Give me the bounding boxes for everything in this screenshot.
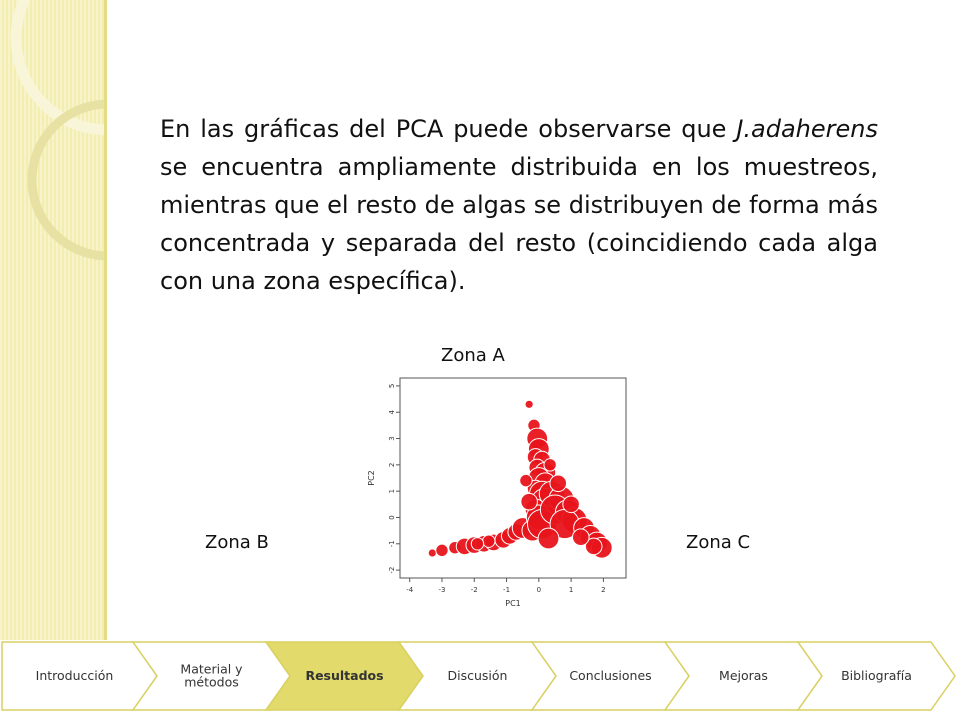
nav-chevrons xyxy=(0,640,960,720)
nav-item-introducci-n[interactable] xyxy=(2,642,157,710)
y-axis-label: PC2 xyxy=(367,470,376,486)
y-tick-label: 2 xyxy=(388,462,396,468)
scatter-point xyxy=(525,400,533,408)
nav-item-label: Introducción xyxy=(35,668,114,683)
x-tick-label: 1 xyxy=(568,586,574,594)
x-tick-label: 2 xyxy=(601,586,606,594)
y-tick-label: 0 xyxy=(388,515,396,520)
nav-item-material-y-m-todos[interactable] xyxy=(133,642,290,710)
x-tick-label: -1 xyxy=(503,586,511,594)
scatter-point xyxy=(521,493,538,510)
x-tick-label: 0 xyxy=(536,586,542,594)
paragraph-text-end: se encuentra ampliamente distribuida en los muestreos, mientras que el resto de algas se distribuyen de forma más concentrada y separada del resto (coincidiendo cada alga con una zona específica). xyxy=(160,153,878,295)
x-tick-label: -3 xyxy=(438,586,446,594)
nav-item-resultados[interactable] xyxy=(266,642,423,710)
nav-item-label: Mejoras xyxy=(719,668,768,683)
nav-item-label: Conclusiones xyxy=(569,668,652,683)
x-axis-label: PC1 xyxy=(505,599,521,608)
scatter-point xyxy=(471,538,483,550)
y-tick-label: 3 xyxy=(388,436,396,441)
nav-item-label: Resultados xyxy=(305,668,384,683)
nav-item-bibliograf-a[interactable] xyxy=(798,642,955,710)
scatter-point xyxy=(573,529,590,546)
y-tick-label: -2 xyxy=(388,566,396,574)
zone-a-label: Zona A xyxy=(441,345,505,366)
zone-b-label: Zona B xyxy=(205,532,269,553)
paragraph-text-start: En las gráficas del PCA puede observarse que xyxy=(160,115,737,143)
nav-item-label: métodos xyxy=(184,674,239,690)
scatter-point xyxy=(436,544,448,556)
nav-item-mejoras[interactable] xyxy=(665,642,822,710)
x-tick-label: -2 xyxy=(470,586,478,594)
scatter-point xyxy=(428,549,436,557)
scatter-point xyxy=(538,528,559,549)
section-nav-bar xyxy=(0,640,960,720)
nav-item-conclusiones[interactable] xyxy=(532,642,689,710)
scatter-point xyxy=(563,496,580,513)
nav-item-label: Bibliografía xyxy=(841,668,912,683)
y-tick-label: 5 xyxy=(388,383,396,389)
scatter-point xyxy=(544,459,556,471)
scatter-point xyxy=(550,475,567,492)
nav-item-label: Material y xyxy=(180,661,243,677)
y-tick-label: -1 xyxy=(388,540,396,548)
scatter-point xyxy=(520,474,532,486)
decorative-rings xyxy=(0,0,104,720)
y-tick-label: 4 xyxy=(388,409,396,415)
zone-c-label: Zona C xyxy=(686,532,751,553)
x-tick-label: -4 xyxy=(406,586,414,594)
left-decorative-band xyxy=(0,0,107,720)
y-tick-label: 1 xyxy=(388,488,396,494)
scatter-point xyxy=(483,535,495,547)
body-paragraph xyxy=(160,110,878,300)
pca-scatter-plot xyxy=(352,370,642,625)
nav-item-label: Discusión xyxy=(447,668,508,683)
species-name: J.adaherens xyxy=(736,115,878,143)
nav-item-discusi-n[interactable] xyxy=(399,642,556,710)
